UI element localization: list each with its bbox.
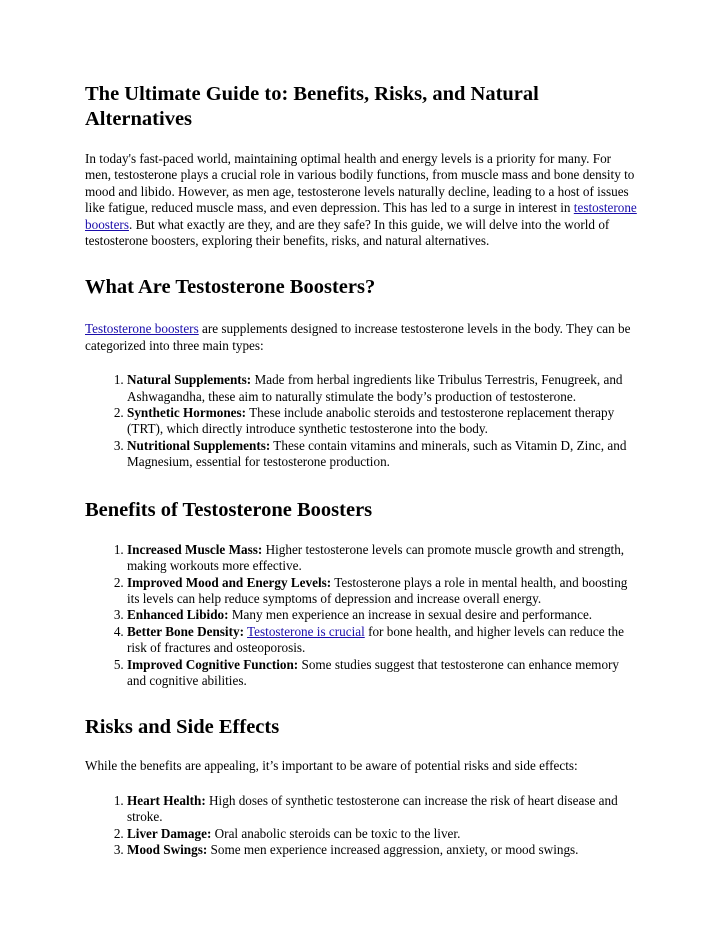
list-item-text: Some men experience increased aggression, anxiety, or mood swings. xyxy=(207,841,579,857)
heading-what-are-boosters: What Are Testosterone Boosters? xyxy=(85,276,376,299)
list-item-term: Improved Mood and Energy Levels: xyxy=(127,574,332,590)
document-title: The Ultimate Guide to: Benefits, Risks, and Natural Alternatives xyxy=(85,83,539,130)
boosters-definition-link[interactable]: Testosterone boosters xyxy=(85,321,199,337)
heading-benefits: Benefits of Testosterone Boosters xyxy=(85,498,373,521)
list-item-term: Better Bone Density: xyxy=(127,623,244,639)
list-item-term: Synthetic Hormones: xyxy=(127,405,247,421)
list-item-text: Some studies suggest that testosterone can enhance memory and cognitive abilities. xyxy=(127,656,620,688)
list-item-text: for bone health, and higher levels can reduce the risk of fractures and osteoporosis. xyxy=(127,623,625,656)
list-item-text: Testosterone plays a role in mental health, and boosting its levels can help reduce symptoms of depression and increase overall energy. xyxy=(127,574,628,606)
testosterone-boosters-link[interactable]: testosterone boosters xyxy=(85,200,637,232)
list-item xyxy=(127,405,638,438)
risks-intro: While the benefits are appealing, it’s important to be aware of potential risks and side effects: xyxy=(85,758,578,774)
list-item xyxy=(127,842,638,858)
list-item xyxy=(127,372,638,405)
list-item xyxy=(127,657,638,690)
list-item-text: Many men experience an increase in sexual desire and performance. xyxy=(228,607,593,623)
list-item-text: Higher testosterone levels can promote muscle growth and strength, making workouts more effective. xyxy=(127,541,625,574)
testosterone-crucial-link[interactable]: Testosterone is crucial xyxy=(247,623,365,639)
list-item xyxy=(127,793,638,826)
list-item-text: Oral anabolic steroids can be toxic to the liver. xyxy=(211,825,461,841)
list-item xyxy=(127,542,638,575)
list-item xyxy=(127,607,638,623)
list-item-text: Made from herbal ingredients like Tribulus Terrestris, Fenugreek, and Ashwagandha, these aim to naturally stimulate the body’s production of testosterone. xyxy=(127,372,623,404)
risks-list xyxy=(85,793,638,859)
list-item-text: These contain vitamins and minerals, such as Vitamin D, Zinc, and Magnesium, essential for testosterone production. xyxy=(127,437,627,470)
list-item-term: Heart Health: xyxy=(127,792,206,808)
list-item-term: Nutritional Supplements: xyxy=(127,437,271,453)
list-item xyxy=(127,624,638,657)
list-item xyxy=(127,575,638,608)
list-item xyxy=(127,438,638,471)
list-item-term: Mood Swings: xyxy=(127,841,208,857)
list-item-term: Increased Muscle Mass: xyxy=(127,541,263,557)
list-item-term: Natural Supplements: xyxy=(127,372,252,388)
intro-text-before: In today's fast-paced world, maintaining optimal health and energy levels is a priority for many. For men, testosterone plays a crucial role in various bodily functions, from muscle mass and bone density to mood and libido. However, as men age, testosterone levels naturally decline, leading to a host of issues like fatigue, reduced muscle mass, and even depression. This has led to a surge in interest in xyxy=(85,151,635,216)
list-item-text: These include anabolic steroids and testosterone replacement therapy (TRT), which directly introduce synthetic testosterone into the body. xyxy=(127,405,615,437)
list-item-term: Enhanced Libido: xyxy=(127,607,229,623)
intro-paragraph xyxy=(85,151,638,249)
booster-types-list xyxy=(85,372,638,470)
list-item-term: Liver Damage: xyxy=(127,825,212,841)
benefits-list xyxy=(85,542,638,690)
heading-risks: Risks and Side Effects xyxy=(85,716,280,739)
list-item-term: Improved Cognitive Function: xyxy=(127,656,299,672)
what-text-after: are supplements designed to increase testosterone levels in the body. They can be categorized into three main types: xyxy=(85,321,631,353)
intro-text-after: . But what exactly are they, and are they safe? In this guide, we will delve into the world of testosterone boosters, exploring their benefits, risks, and natural alternatives. xyxy=(85,216,610,249)
list-item-text: High doses of synthetic testosterone can increase the risk of heart disease and stroke. xyxy=(127,792,618,825)
list-item xyxy=(127,826,638,842)
what-paragraph xyxy=(85,321,638,354)
